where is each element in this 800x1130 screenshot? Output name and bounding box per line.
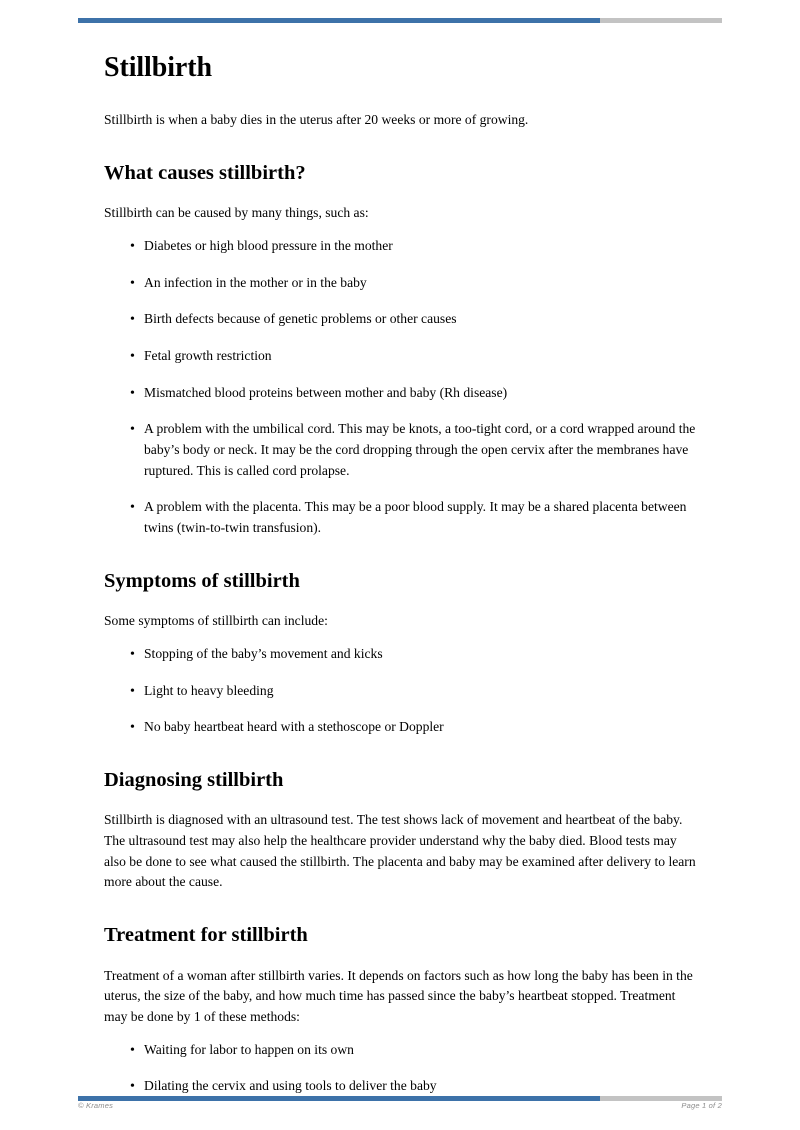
section-heading-diagnosing: Diagnosing stillbirth xyxy=(104,768,284,791)
list-item: • A problem with the placenta. This may be a poor blood supply. It may be a shared placenta between twins (twin-to-twin transfusion). xyxy=(104,497,696,538)
document-content xyxy=(104,52,696,1097)
list-item: • Stopping of the baby’s movement and kicks xyxy=(104,644,696,665)
header-rule-blue-segment xyxy=(78,18,600,23)
list-item: • Birth defects because of genetic problems or other causes xyxy=(104,309,696,330)
header-rule-gray-segment xyxy=(600,18,722,23)
section-intro-diagnosing: Stillbirth is diagnosed with an ultrasound test. The test shows lack of movement and heartbeat of the baby. The ultrasound test may also help the healthcare provider understand why the baby died. Blood tests may also be done to see what caused the stillbirth. The placenta and baby may be examined after delivery to learn more about the cause. xyxy=(104,812,696,890)
list-item: • A problem with the umbilical cord. This may be knots, a too-tight cord, or a cord wrapped around the baby’s body or neck. It may be the cord dropping through the open cervix after the membranes have ruptured. This is called cord prolapse. xyxy=(104,419,696,481)
list-item: • No baby heartbeat heard with a stethoscope or Doppler xyxy=(104,717,696,738)
section-heading-causes: What causes stillbirth? xyxy=(104,161,306,184)
list-item: • Mismatched blood proteins between mother and baby (Rh disease) xyxy=(104,383,696,404)
bullet-list-symptoms xyxy=(104,644,696,738)
document-intro-paragraph: Stillbirth is when a baby dies in the uterus after 20 weeks or more of growing. xyxy=(104,112,529,128)
header-rule xyxy=(78,18,722,23)
list-item: • Fetal growth restriction xyxy=(104,346,696,367)
list-item: • Light to heavy bleeding xyxy=(104,681,696,702)
section-heading-treatment: Treatment for stillbirth xyxy=(104,924,308,947)
section-intro-causes: Stillbirth can be caused by many things, such as: xyxy=(104,205,369,221)
section-intro-symptoms: Some symptoms of stillbirth can include: xyxy=(104,613,328,629)
bullet-list-causes xyxy=(104,236,696,539)
page-title: Stillbirth xyxy=(104,52,212,83)
list-item: • Diabetes or high blood pressure in the mother xyxy=(104,236,696,257)
section-intro-treatment: Treatment of a woman after stillbirth varies. It depends on factors such as how long the baby has been in the uterus, the size of the baby, and how much time has passed since the baby’s heartbeat stopped. Treatment may be done by 1 of these methods: xyxy=(104,967,693,1024)
list-item: • Dilating the cervix and using tools to deliver the baby xyxy=(104,1076,696,1097)
copyright-notice: © Krames xyxy=(78,1101,114,1110)
section-heading-symptoms: Symptoms of stillbirth xyxy=(104,569,300,592)
page-number-label: Page 1 of 2 xyxy=(681,1101,722,1110)
list-item: • Waiting for labor to happen on its own xyxy=(104,1040,696,1061)
list-item: • An infection in the mother or in the baby xyxy=(104,273,696,294)
page-footer xyxy=(78,1101,722,1110)
bullet-list-treatment xyxy=(104,1040,696,1097)
